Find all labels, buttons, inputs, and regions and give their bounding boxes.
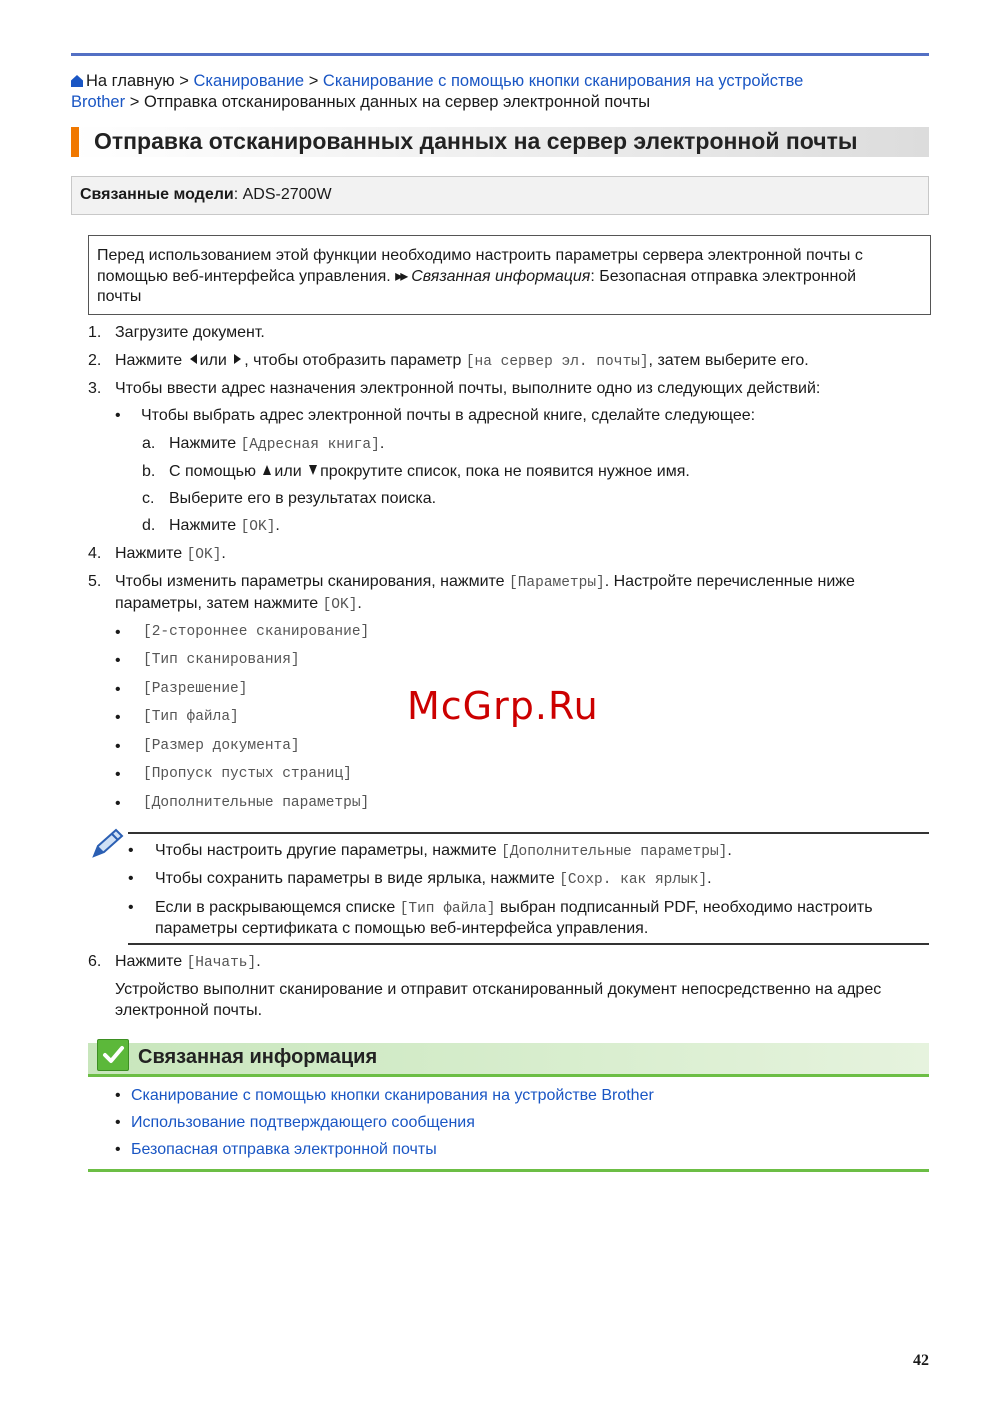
- breadcrumb-separator: >: [308, 72, 319, 90]
- bullet-icon: •: [115, 709, 121, 726]
- step-text: Нажмите: [169, 435, 237, 452]
- note-line: [97, 267, 922, 288]
- step-text: Чтобы ввести адрес назначения электронной почты, выполните одно из следующих действий:: [115, 380, 821, 397]
- step-text: или: [199, 352, 227, 369]
- step-letter: b.: [142, 463, 156, 480]
- bullet-icon: •: [115, 624, 121, 641]
- punctuation: .: [379, 435, 385, 452]
- prerequisite-note: [88, 235, 931, 315]
- option-code: [Дополнительные параметры]: [143, 795, 370, 811]
- step-code: [Начать]: [186, 955, 257, 971]
- related-models: [80, 186, 332, 204]
- step-text: Чтобы выбрать адрес электронной почты в адресной книге, сделайте следующее:: [141, 407, 756, 424]
- step-text: Нажмите: [169, 517, 237, 534]
- related-link[interactable]: Безопасная отправка электронной почты: [131, 1141, 437, 1158]
- bullet-icon: •: [115, 1087, 121, 1104]
- step-text: Нажмите: [115, 352, 183, 369]
- related-info-header: [88, 1043, 929, 1077]
- bullet-icon: •: [115, 681, 121, 698]
- pencil-icon: [90, 828, 126, 860]
- tip-code: [Дополнительные параметры]: [501, 844, 728, 860]
- bullet-icon: •: [115, 738, 121, 755]
- bullet-icon: •: [115, 795, 121, 812]
- option-code: [2-стороннее сканирование]: [143, 624, 370, 640]
- breadcrumb-link-scan-button-cont[interactable]: Brother: [71, 93, 126, 111]
- related-link[interactable]: Сканирование с помощью кнопки сканирования на устройстве Brother: [131, 1087, 654, 1104]
- breadcrumb-link-scan-button[interactable]: Сканирование с помощью кнопки сканирования на устройстве: [322, 72, 804, 90]
- watermark: McGrp.Ru: [407, 684, 599, 728]
- punctuation: .: [357, 595, 362, 612]
- step-code: [OK]: [240, 519, 276, 535]
- related-info-ref: Связанная информация: [411, 267, 591, 285]
- bullet-icon: •: [115, 766, 121, 783]
- step-code: [OK]: [186, 547, 222, 563]
- option-code: [Разрешение]: [143, 681, 248, 697]
- step-text: С помощью: [169, 463, 256, 480]
- note-line: почты: [97, 288, 142, 305]
- related-info-title: Связанная информация: [138, 1046, 378, 1068]
- note-line: Перед использованием этой функции необходимо настроить параметры сервера электронной почты с: [97, 247, 863, 264]
- page-title-bar: [71, 127, 929, 157]
- tip-text: выбран подписанный PDF, необходимо настроить: [499, 899, 873, 916]
- tip-item-line2: параметры сертификата с помощью веб-интерфейса управления.: [155, 920, 649, 937]
- title-accent: [71, 127, 79, 157]
- step-code: [Параметры]: [509, 575, 605, 591]
- top-rule: [71, 53, 929, 56]
- step-number: 3.: [88, 380, 102, 397]
- up-arrow-icon: [263, 465, 271, 475]
- breadcrumb-current: Отправка отсканированных данных на сервер электронной почты: [143, 93, 651, 111]
- bullet-icon: •: [115, 652, 121, 669]
- step-text: или: [274, 463, 302, 480]
- step-text: . Настройте перечисленные ниже: [604, 573, 855, 590]
- related-models-box: [71, 176, 929, 215]
- step-number: 1.: [88, 324, 102, 341]
- related-models-value: : ADS-2700W: [233, 186, 332, 203]
- step-number: 5.: [88, 573, 102, 590]
- note-text: помощью веб-интерфейса управления.: [97, 267, 391, 285]
- punctuation: .: [275, 517, 280, 534]
- step-text: прокрутите список, пока не появится нужное имя.: [320, 463, 690, 480]
- step-text: Нажмите: [115, 545, 183, 562]
- step-text: параметры, затем нажмите: [115, 595, 319, 612]
- bullet-icon: •: [115, 1141, 121, 1158]
- note-text: : Безопасная отправка электронной: [590, 267, 857, 285]
- page-title: Отправка отсканированных данных на сервер электронной почты: [94, 128, 858, 154]
- tip-code: [Сохр. как ярлык]: [559, 872, 708, 888]
- related-info-bottom-rule: [88, 1169, 929, 1172]
- step-letter: c.: [142, 490, 155, 507]
- tip-text: Если в раскрывающемся списке: [155, 899, 396, 916]
- right-arrow-icon: [234, 354, 241, 364]
- bullet-icon: •: [128, 870, 134, 887]
- tip-rule-top: [128, 832, 929, 834]
- bullet-icon: •: [128, 842, 134, 859]
- home-icon[interactable]: [71, 75, 83, 87]
- step-6-result: Устройство выполнит сканирование и отправит отсканированный документ непосредственно на адрес: [115, 981, 882, 998]
- left-arrow-icon: [190, 354, 197, 364]
- step-code: [Адресная книга]: [240, 437, 380, 453]
- tip-code: [Тип файла]: [399, 901, 496, 917]
- double-arrow-icon: ▸▸: [395, 267, 406, 285]
- breadcrumb-link-scanning[interactable]: Сканирование: [193, 72, 305, 90]
- step-letter: a.: [142, 435, 156, 452]
- option-code: [Размер документа]: [143, 738, 300, 754]
- checkmark-icon: [97, 1039, 129, 1071]
- punctuation: .: [727, 842, 732, 859]
- breadcrumb-separator: >: [129, 93, 140, 111]
- step-text: Нажмите: [115, 953, 183, 970]
- bullet-icon: •: [115, 1114, 121, 1131]
- down-arrow-icon: [309, 465, 317, 475]
- punctuation: .: [707, 870, 712, 887]
- step-number: 4.: [88, 545, 102, 562]
- step-code: [OK]: [322, 597, 358, 613]
- tip-text: Чтобы настроить другие параметры, нажмите: [155, 842, 497, 859]
- bullet-icon: •: [128, 899, 134, 916]
- breadcrumb: [71, 71, 929, 113]
- step-code: [на сервер эл. почты]: [465, 354, 649, 370]
- punctuation: .: [221, 545, 226, 562]
- step-text: , чтобы отобразить параметр: [244, 352, 462, 369]
- step-text: , затем выберите его.: [648, 352, 809, 369]
- step-number: 2.: [88, 352, 102, 369]
- step-text: Чтобы изменить параметры сканирования, нажмите: [115, 573, 505, 590]
- step-number: 6.: [88, 953, 102, 970]
- bullet-icon: •: [115, 407, 121, 424]
- step-text: Загрузите документ.: [115, 324, 265, 341]
- page-number: 42: [913, 1352, 929, 1369]
- tip-rule-bottom: [128, 943, 929, 945]
- option-code: [Тип файла]: [143, 709, 239, 725]
- tip-text: Чтобы сохранить параметры в виде ярлыка, нажмите: [155, 870, 555, 887]
- breadcrumb-separator: >: [179, 72, 189, 90]
- step-5-line2: [115, 593, 362, 616]
- breadcrumb-home[interactable]: На главную: [86, 72, 175, 90]
- punctuation: .: [256, 953, 261, 970]
- related-models-label: Связанные модели: [80, 186, 234, 203]
- related-link[interactable]: Использование подтверждающего сообщения: [131, 1114, 475, 1131]
- option-code: [Пропуск пустых страниц]: [143, 766, 352, 782]
- option-code: [Тип сканирования]: [143, 652, 300, 668]
- step-6-result: электронной почты.: [115, 1002, 263, 1019]
- step-letter: d.: [142, 517, 156, 534]
- step-text: Выберите его в результатах поиска.: [169, 490, 437, 507]
